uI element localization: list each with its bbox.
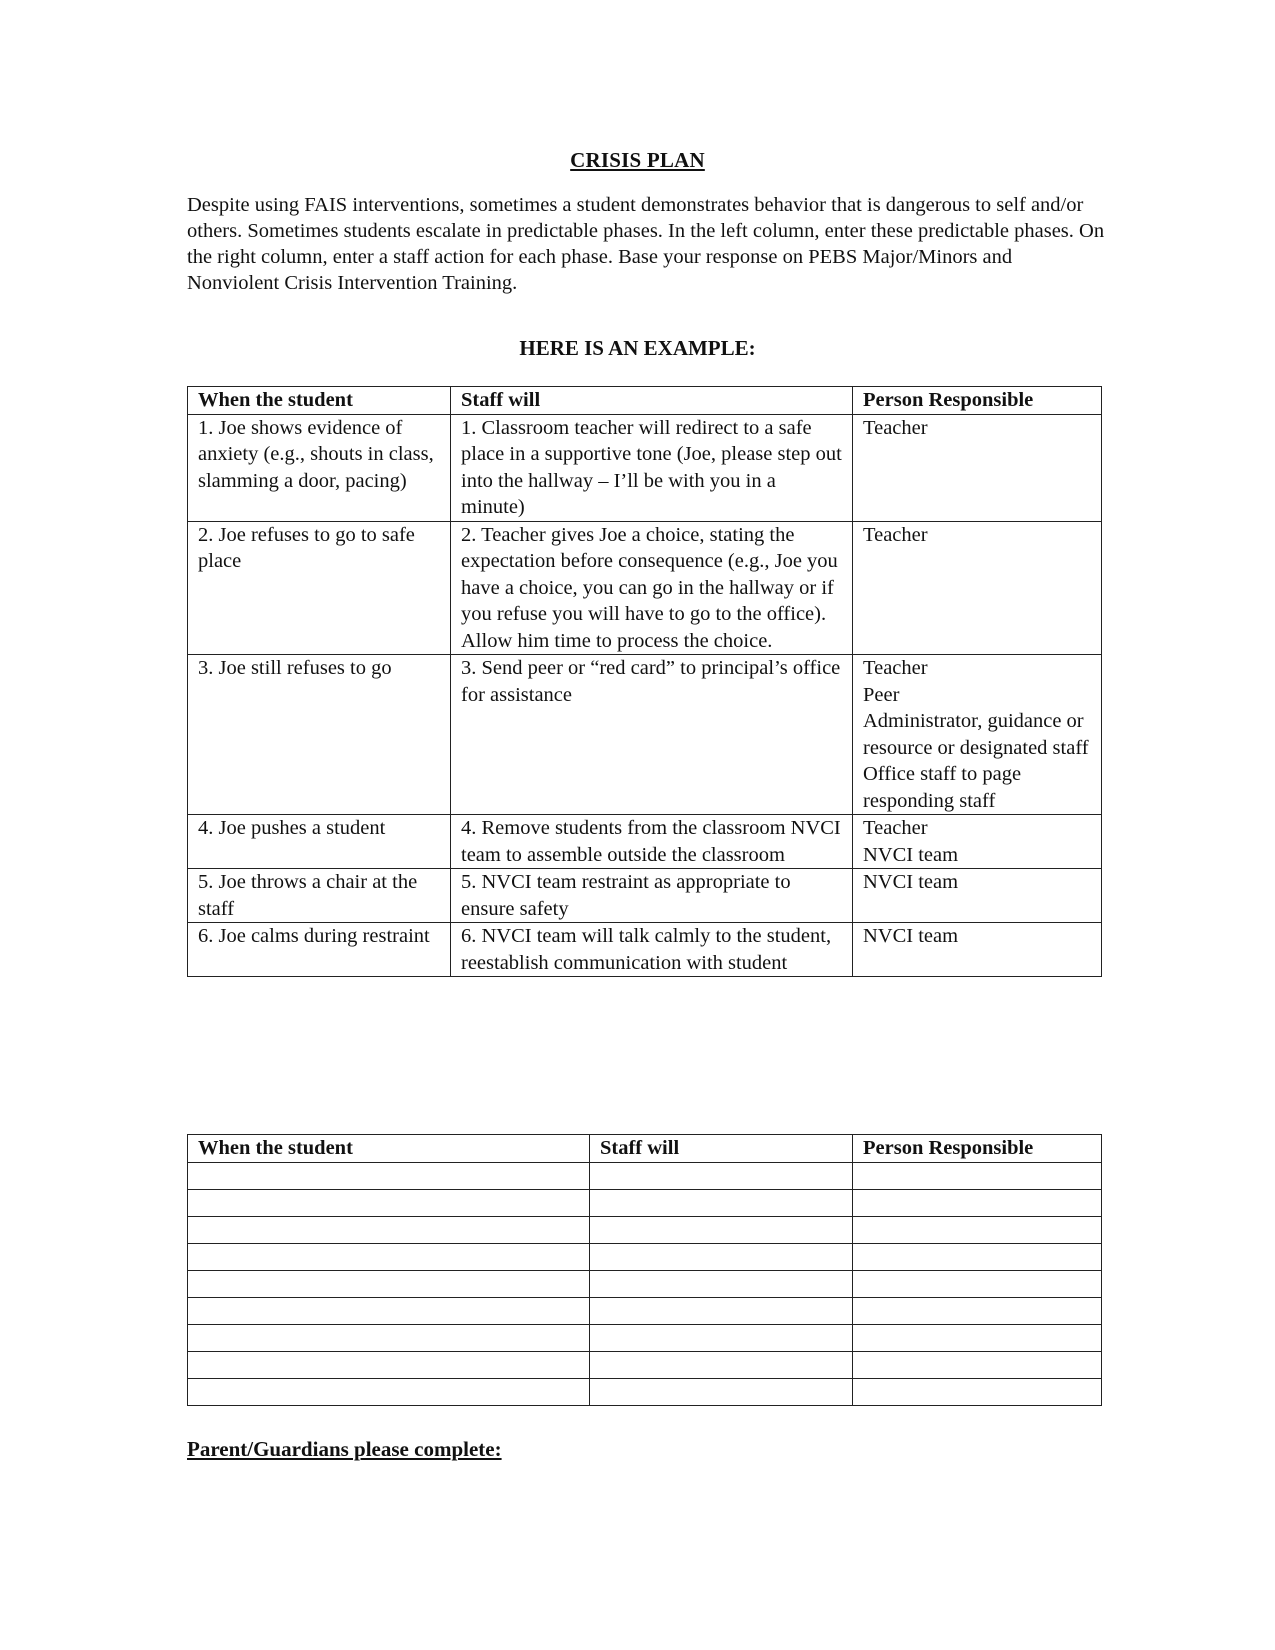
blank-table-row	[188, 1297, 1102, 1324]
column-header-staff-will: Staff will	[590, 1135, 853, 1163]
blank-table-row	[188, 1243, 1102, 1270]
student-behavior-blank-cell	[188, 1189, 590, 1216]
table-row	[188, 923, 1102, 977]
person-responsible-entry: Teacher	[863, 416, 928, 439]
person-responsible-cell	[853, 815, 1102, 869]
staff-action-cell: 4. Remove students from the classroom NVCI team to assemble outside the classroom	[451, 815, 853, 869]
person-responsible-blank-cell	[853, 1189, 1102, 1216]
staff-action-cell: 1. Classroom teacher will redirect to a safe place in a supportive tone (Joe, please step out into the hallway – I’ll be with you in a minute)	[451, 414, 853, 521]
blank-table-header-row	[188, 1135, 1102, 1163]
blank-table-row	[188, 1378, 1102, 1405]
table-row	[188, 655, 1102, 815]
blank-table-row	[188, 1351, 1102, 1378]
blank-table-row	[188, 1270, 1102, 1297]
student-behavior-blank-cell	[188, 1297, 590, 1324]
person-responsible-cell	[853, 655, 1102, 815]
staff-action-blank-cell	[590, 1189, 853, 1216]
person-responsible-entry: Peer	[863, 683, 900, 706]
person-responsible-blank-cell	[853, 1162, 1102, 1189]
person-responsible-blank-cell	[853, 1324, 1102, 1351]
person-responsible-entry: Administrator, guidance or resource or designated staff	[863, 710, 1089, 759]
person-responsible-blank-cell	[853, 1351, 1102, 1378]
student-behavior-blank-cell	[188, 1351, 590, 1378]
staff-action-blank-cell	[590, 1162, 853, 1189]
person-responsible-cell	[853, 923, 1102, 977]
student-behavior-cell: 4. Joe pushes a student	[188, 815, 451, 869]
parent-guardians-heading: Parent/Guardians please complete:	[187, 1437, 502, 1461]
person-responsible-entry: NVCI team	[863, 871, 959, 893]
person-responsible-entry: NVCI team	[863, 925, 959, 947]
student-behavior-cell: 1. Joe shows evidence of anxiety (e.g., shouts in class, slamming a door, pacing)	[188, 414, 451, 521]
table-row	[188, 521, 1102, 655]
blank-table-row	[188, 1162, 1102, 1189]
staff-action-cell: 3. Send peer or “red card” to principal’s office for assistance	[451, 655, 853, 815]
staff-action-cell: 6. NVCI team will talk calmly to the student, reestablish communication with student	[451, 923, 853, 977]
staff-action-blank-cell	[590, 1216, 853, 1243]
student-behavior-cell: 6. Joe calms during restraint	[188, 923, 451, 977]
person-responsible-blank-cell	[853, 1297, 1102, 1324]
student-behavior-cell: 2. Joe refuses to go to safe place	[188, 521, 451, 655]
staff-action-blank-cell	[590, 1270, 853, 1297]
staff-action-blank-cell	[590, 1378, 853, 1405]
student-behavior-blank-cell	[188, 1378, 590, 1405]
person-responsible-cell	[853, 521, 1102, 655]
staff-action-cell: 2. Teacher gives Joe a choice, stating the expectation before consequence (e.g., Joe you have a choice, you can go in the hallway or if you refuse you will have to go to the office). Allow him time to process the choice.	[451, 521, 853, 655]
person-responsible-entry: Office staff to page responding staff	[863, 763, 1022, 812]
student-behavior-cell: 5. Joe throws a chair at the staff	[188, 869, 451, 923]
blank-table-row	[188, 1189, 1102, 1216]
person-responsible-entry: NVCI team	[863, 843, 959, 866]
staff-action-blank-cell	[590, 1324, 853, 1351]
person-responsible-entry: Teacher	[863, 657, 928, 679]
student-behavior-blank-cell	[188, 1270, 590, 1297]
person-responsible-entry: Teacher	[863, 817, 928, 839]
person-responsible-blank-cell	[853, 1378, 1102, 1405]
person-responsible-blank-cell	[853, 1270, 1102, 1297]
column-header-staff-will: Staff will	[451, 387, 853, 415]
blank-table	[187, 1134, 1102, 1406]
example-table-body	[188, 414, 1102, 977]
person-responsible-entry: Teacher	[863, 523, 928, 546]
staff-action-cell: 5. NVCI team restraint as appropriate to ensure safety	[451, 869, 853, 923]
column-header-person-responsible: Person Responsible	[853, 1135, 1102, 1163]
staff-action-blank-cell	[590, 1351, 853, 1378]
table-row	[188, 815, 1102, 869]
person-responsible-blank-cell	[853, 1216, 1102, 1243]
student-behavior-cell: 3. Joe still refuses to go	[188, 655, 451, 815]
student-behavior-blank-cell	[188, 1324, 590, 1351]
person-responsible-cell	[853, 414, 1102, 521]
person-responsible-blank-cell	[853, 1243, 1102, 1270]
blank-table-row	[188, 1216, 1102, 1243]
column-header-when-the-student: When the student	[188, 387, 451, 415]
table-row	[188, 414, 1102, 521]
page-title: CRISIS PLAN	[570, 148, 705, 172]
example-table	[187, 386, 1102, 977]
staff-action-blank-cell	[590, 1297, 853, 1324]
student-behavior-blank-cell	[188, 1243, 590, 1270]
staff-action-blank-cell	[590, 1243, 853, 1270]
intro-paragraph: Despite using FAIS interventions, sometimes a student demonstrates behavior that is dangerous to self and/or others. Sometimes students escalate in predictable phases. In the left column, enter these predictable phases. On the right column, enter a staff action for each phase. Base your response on PEBS Major/Minors and Nonviolent Crisis Intervention Training.	[187, 194, 1105, 294]
example-heading: HERE IS AN EXAMPLE:	[519, 336, 756, 360]
student-behavior-blank-cell	[188, 1162, 590, 1189]
blank-table-body	[188, 1162, 1102, 1405]
column-header-person-responsible: Person Responsible	[853, 387, 1102, 415]
table-row	[188, 869, 1102, 923]
column-header-when-the-student: When the student	[188, 1135, 590, 1163]
blank-table-row	[188, 1324, 1102, 1351]
person-responsible-cell	[853, 869, 1102, 923]
student-behavior-blank-cell	[188, 1216, 590, 1243]
example-table-header-row	[188, 387, 1102, 415]
